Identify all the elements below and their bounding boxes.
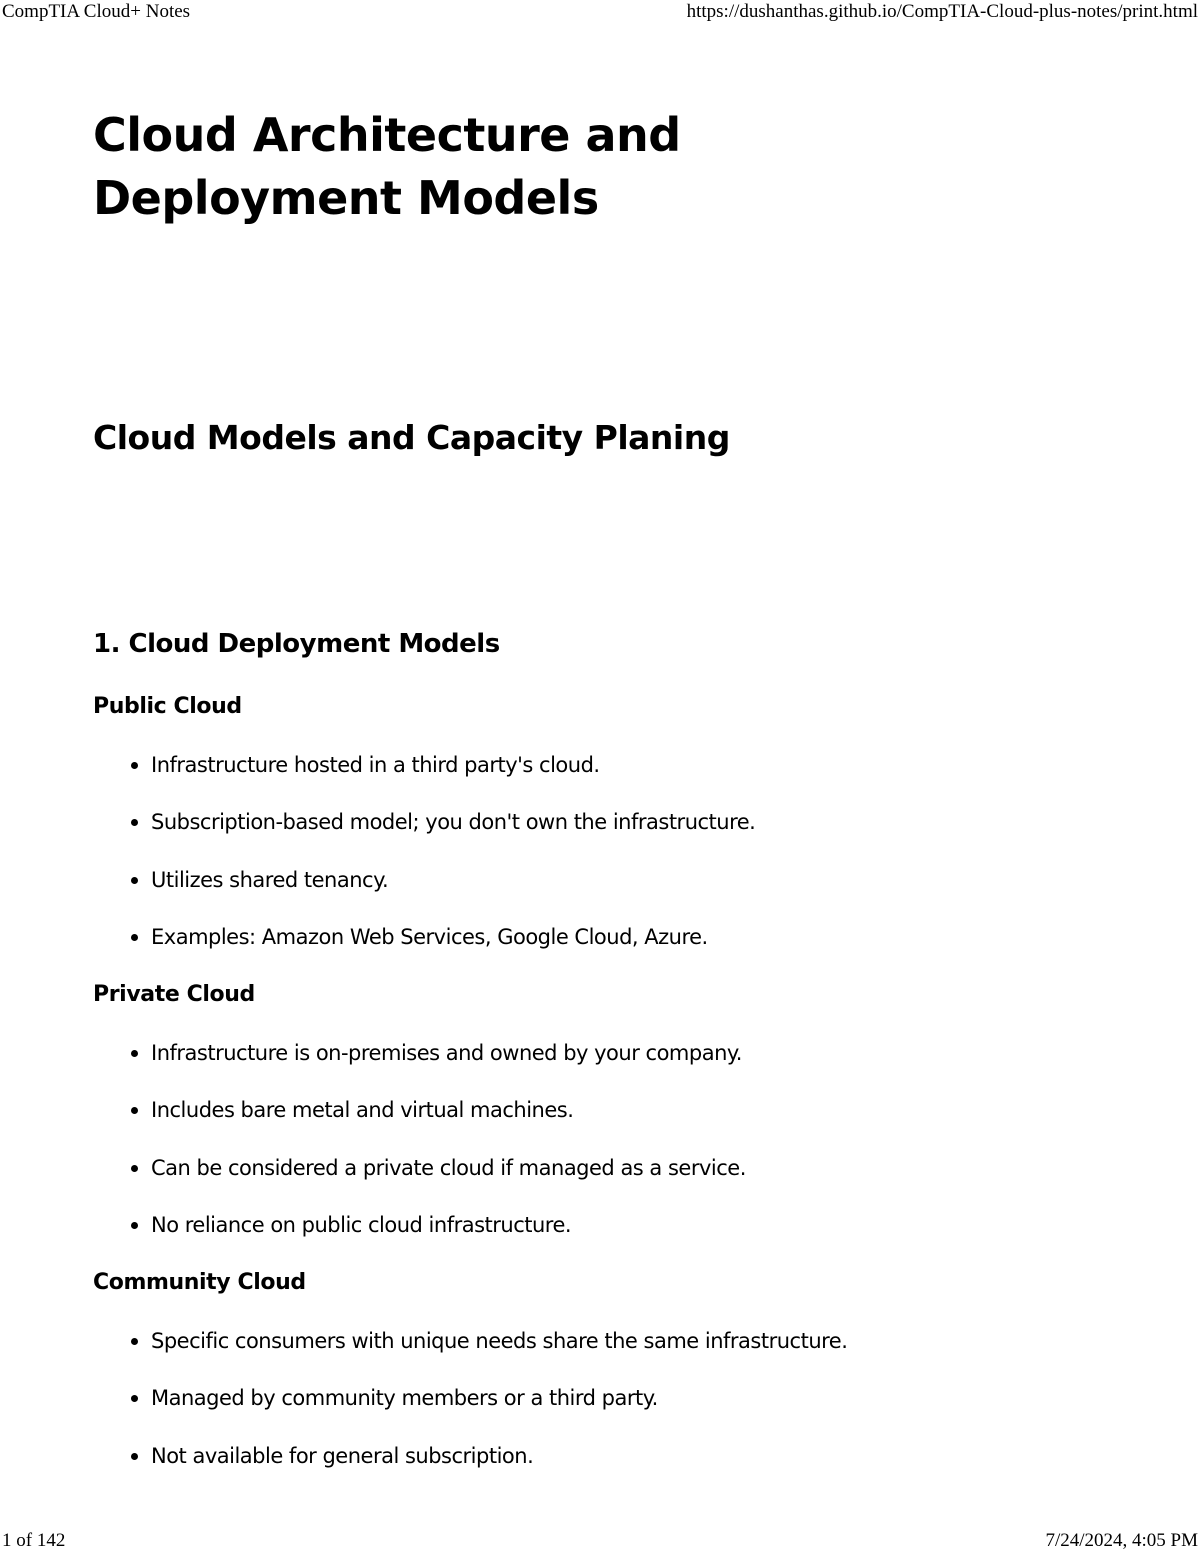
private-cloud-list xyxy=(93,1038,1093,1241)
list-item: Infrastructure hosted in a third party's cloud. xyxy=(93,750,1093,780)
community-cloud-list xyxy=(93,1326,1093,1471)
list-item: Examples: Amazon Web Services, Google Cloud, Azure. xyxy=(93,922,1093,952)
list-item: Managed by community members or a third party. xyxy=(93,1383,1093,1413)
list-item: Can be considered a private cloud if managed as a service. xyxy=(93,1153,1093,1183)
private-cloud-section xyxy=(93,980,1093,1240)
print-datetime: 7/24/2024, 4:05 PM xyxy=(1045,1530,1198,1551)
list-item: Not available for general subscription. xyxy=(93,1441,1093,1471)
subsection-heading-community-cloud: Community Cloud xyxy=(93,1270,306,1295)
print-header-title: CompTIA Cloud+ Notes xyxy=(2,1,191,22)
subsection-heading-private-cloud: Private Cloud xyxy=(93,982,255,1007)
community-cloud-section xyxy=(93,1268,1093,1471)
page-number: 1 of 142 xyxy=(2,1530,66,1551)
page-title: Cloud Architecture and Deployment Models xyxy=(93,108,681,225)
subsection-heading-public-cloud: Public Cloud xyxy=(93,694,242,719)
print-header-url[interactable]: https://dushanthas.github.io/CompTIA-Cloud-plus-notes/print.html xyxy=(686,1,1198,22)
list-item: No reliance on public cloud infrastructure. xyxy=(93,1210,1093,1240)
list-item: Includes bare metal and virtual machines. xyxy=(93,1095,1093,1125)
list-item: Infrastructure is on-premises and owned by your company. xyxy=(93,1038,1093,1068)
public-cloud-section xyxy=(93,692,1093,952)
print-header xyxy=(0,1,1200,23)
list-item: Specific consumers with unique needs share the same infrastructure. xyxy=(93,1326,1093,1356)
chapter-heading: Cloud Models and Capacity Planing xyxy=(93,418,730,457)
list-item: Subscription-based model; you don't own the infrastructure. xyxy=(93,807,1093,837)
print-footer xyxy=(0,1530,1200,1552)
list-item: Utilizes shared tenancy. xyxy=(93,865,1093,895)
section-heading: 1. Cloud Deployment Models xyxy=(93,629,500,659)
public-cloud-list xyxy=(93,750,1093,953)
